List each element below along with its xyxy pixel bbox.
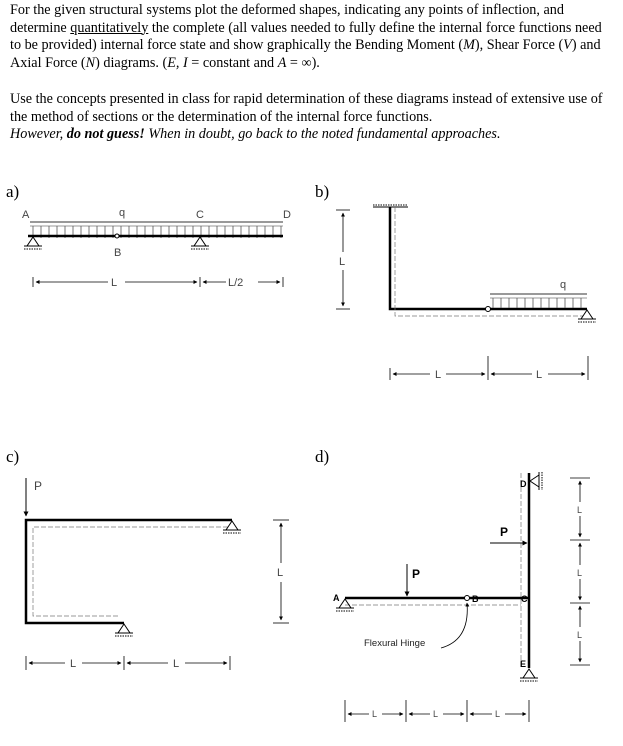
dim-Lr3-d: L — [577, 630, 583, 640]
frame-c — [26, 520, 232, 623]
label-d: d) — [315, 447, 330, 466]
quantitatively-word: quantitatively — [70, 19, 149, 36]
node-A: A — [22, 209, 30, 221]
dim-L2-a: L/2 — [228, 277, 244, 289]
dim-Lr1-d: L — [577, 505, 583, 515]
problem-statement: For the given structural systems plot the deformed shapes, indicating any points of inflection, and determine quantitatively the complete (all values needed to fully define the internal force functions need to be provided) internal force state and show graphically the Bending Moment (M), Shear Force (V) and Axial Force (N) diagrams. (E, I = constant and A = ∞). — [10, 2, 602, 71]
node-C: C — [196, 209, 204, 221]
dim-L1-c: L — [70, 658, 77, 670]
label-c: c) — [6, 447, 20, 466]
node-D: D — [283, 209, 291, 221]
hinge-b — [486, 307, 491, 312]
node-B-d: B — [472, 594, 479, 604]
instructions-paragraph: Use the concepts presented in class for rapid determination of these diagrams instead of extensive use of the method of sections or the determination of the internal force functions. However, do not guess! When in doubt, go back to the noted fundamental approaches. — [10, 91, 603, 143]
label-P-c: P — [34, 479, 43, 493]
dim-Lv-c: L — [277, 567, 284, 579]
dim-L2-d: L — [433, 709, 439, 719]
dim-L1-b: L — [435, 369, 442, 381]
support-C — [191, 237, 209, 249]
hinge-B-d — [465, 596, 470, 601]
dim-Lv-b: L — [339, 256, 346, 268]
dim-Lr2-d: L — [577, 568, 583, 578]
support-c-bottom — [115, 624, 133, 636]
node-A-d: A — [333, 593, 340, 603]
diagram-a — [6, 182, 291, 289]
diagram-c — [6, 447, 289, 670]
dim-L-a: L — [111, 277, 118, 289]
label-b: b) — [315, 182, 330, 201]
diagram-b — [315, 182, 596, 381]
label-P2-d: P — [500, 525, 509, 539]
dim-L2-b: L — [536, 369, 543, 381]
hinge-B — [115, 234, 119, 238]
dim-L2-c: L — [173, 658, 180, 670]
load-q: q — [119, 207, 126, 219]
support-E-d — [520, 669, 538, 681]
dimension-a — [33, 277, 283, 287]
diagram-d — [315, 447, 590, 722]
label-a: a) — [6, 182, 20, 201]
node-D-d: D — [520, 479, 527, 489]
support-D-d — [530, 472, 542, 490]
load-q-b: q — [560, 279, 567, 291]
flexural-hinge-label: Flexural Hinge — [364, 638, 426, 649]
support-A — [24, 237, 42, 249]
dim-L1-d: L — [372, 709, 378, 719]
label-P1-d: P — [412, 567, 421, 581]
dim-L3-d: L — [495, 709, 501, 719]
node-C-d: C — [521, 594, 528, 604]
node-E-d: E — [520, 659, 527, 669]
node-B: B — [114, 247, 122, 259]
